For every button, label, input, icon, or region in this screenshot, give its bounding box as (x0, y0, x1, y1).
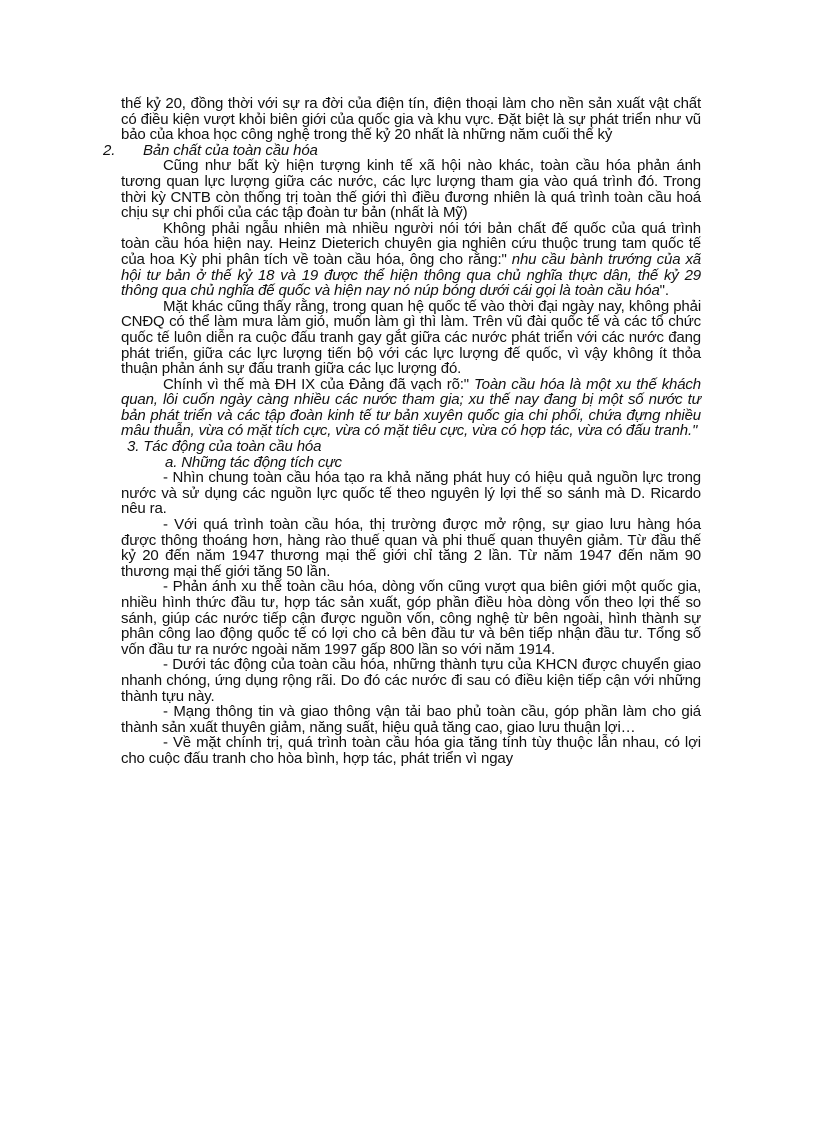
bullet-5: - Mạng thông tin và giao thông vận tải bao phủ toàn cầu, góp phần làm cho giá thành sản xuất thuyên giảm, năng suất, hiệu quả tăng cao, giao lưu thuận lợi… (121, 703, 701, 736)
section-2-number: 2. (103, 141, 116, 159)
subsection-a-heading: a. Những tác động tích cực (165, 453, 342, 471)
intro-paragraph: thế kỷ 20, đồng thời với sự ra đời của điện tín, điện thoại làm cho nền sản xuất vật chất có điều kiện vượt khỏi biên giới của quốc gia và khu vực. Đặt biệt là sự phát triển như vũ bảo của khoa học công nghệ trong thế kỷ 20 nhất là những năm cuối thế kỷ (121, 95, 701, 144)
section-2-title: Bản chất của toàn cầu hóa (143, 141, 318, 159)
dieterich-quote: nhu cầu bành trướng của xã hội tư bản ở thế kỷ 18 và 19 được thể hiện thông qua chủ nghĩa thực dân, thế kỷ 29 thông qua chủ nghĩa đế quốc và hiện nay nó núp bóng dưới cái gọi là toàn cầu hóa (121, 250, 701, 300)
paragraph-4-text: Chính vì thế mà ĐH IX của Đảng đã vạch rõ:" (163, 375, 469, 393)
bullet-2: - Với quá trình toàn cầu hóa, thị trường được mở rộng, sự giao lưu hàng hóa được thông thoáng hơn, hàng rào thuế quan và phi thuế quan thuyên giảm. Từ đầu thế kỷ 20 đến năm 1947 thương mại thế giới chỉ tăng 2 lần. Từ năm 1947 đến năm 90 thương mại thế giới tăng 50 lần. (121, 516, 701, 580)
bullet-3: - Phản ánh xu thế toàn cầu hóa, dòng vốn cũng vượt qua biên giới một quốc gia, nhiều hình thức đầu tư, hợp tác sản xuất, góp phần điều hòa dòng vốn theo lợi thế so sánh, giúp các nước tiếp cận được nguồn vốn, công nghệ từ bên ngoài, hình thành sự phân công lao động quốc tế có lợi cho cả bên đầu tư và bên tiếp nhận đầu tư. Tổng số vốn đầu tư ra nước ngoài năm 1997 gấp 800 lần so với năm 1914. (121, 578, 701, 658)
section-2-heading (103, 141, 701, 159)
section-3-heading: 3. Tác động của toàn cầu hóa (127, 438, 322, 456)
section-2-paragraph-3: Mặt khác cũng thấy rằng, trong quan hệ quốc tế vào thời đại ngày nay, không phải CNĐQ có thể làm mưa làm gió, muốn làm gì thì làm. Trên vũ đài quốc tế và các tổ chức quốc tế luôn diễn ra cuộc đấu tranh gay gắt giữa các nước phát triển với các nước đang phát triển, giữa các lực lượng tiến bộ với các lực lượng đế quốc, vì vậy không ít thỏa thuận phản ánh sự đấu tranh giữa các lục lượng đó. (121, 297, 701, 378)
document-page (103, 95, 701, 767)
bullet-1: - Nhìn chung toàn cầu hóa tạo ra khả năng phát huy có hiệu quả nguồn lực trong nước và sử dụng các nguồn lực quốc tế theo nguyên lý lợi thế so sánh mà D. Ricardo nêu ra. (121, 469, 701, 518)
party-congress-quote: Toàn cầu hóa là một xu thế khách quan, lôi cuốn ngày càng nhiều các nước tham gia; xu thế nay đang bị một số nước tư bản phát triển và các tập đoàn kinh tế tư bản xuyên quốc gia chi phối, chứa đựng nhiều mâu thuẫn, vừa có mặt tích cực, vừa có mặt tiêu cực, vừa có hợp tác, vừa có đấu tranh." (121, 375, 701, 440)
section-2-paragraph-1: Cũng như bất kỳ hiện tượng kinh tế xã hội nào khác, toàn cầu hóa phản ánh tương quan lực lượng giữa các nước, các lực lượng tham gia vào quá trình đó. Trong thời kỳ CNTB còn thống trị toàn thế giới thì điều đương nhiên là quá trình toàn cầu hoá chịu sự chi phối của các tập đoàn tư bản (nhất là Mỹ) (121, 157, 701, 222)
section-2-paragraph-2 (121, 221, 701, 299)
bullet-6: - Về mặt chính trị, quá trình toàn cầu hóa gia tăng tính tùy thuộc lẫn nhau, có lợi cho cuộc đấu tranh cho hòa bình, hợp tác, phát triển vì ngay (121, 734, 701, 767)
section-2-paragraph-4 (121, 377, 701, 439)
paragraph-2-text: Không phải ngẫu nhiên mà nhiều người nói tới bản chất đế quốc của quá trình toàn cầu hóa hiện nay. Heinz Dieterich chuyên gia nghiên cứu thuộc trung tam quốc tế của hoa Kỳ phi phân tích về toàn cầu hóa, ông cho rằng:" (121, 219, 701, 268)
bullet-4: - Dưới tác động của toàn cầu hóa, những thành tựu của KHCN được chuyển giao nhanh chóng, ứng dụng rộng rãi. Do đó các nước đi sau có điều kiện tiếp cận với những thành tựu này. (121, 656, 701, 705)
quote-1-end: ". (659, 282, 669, 300)
